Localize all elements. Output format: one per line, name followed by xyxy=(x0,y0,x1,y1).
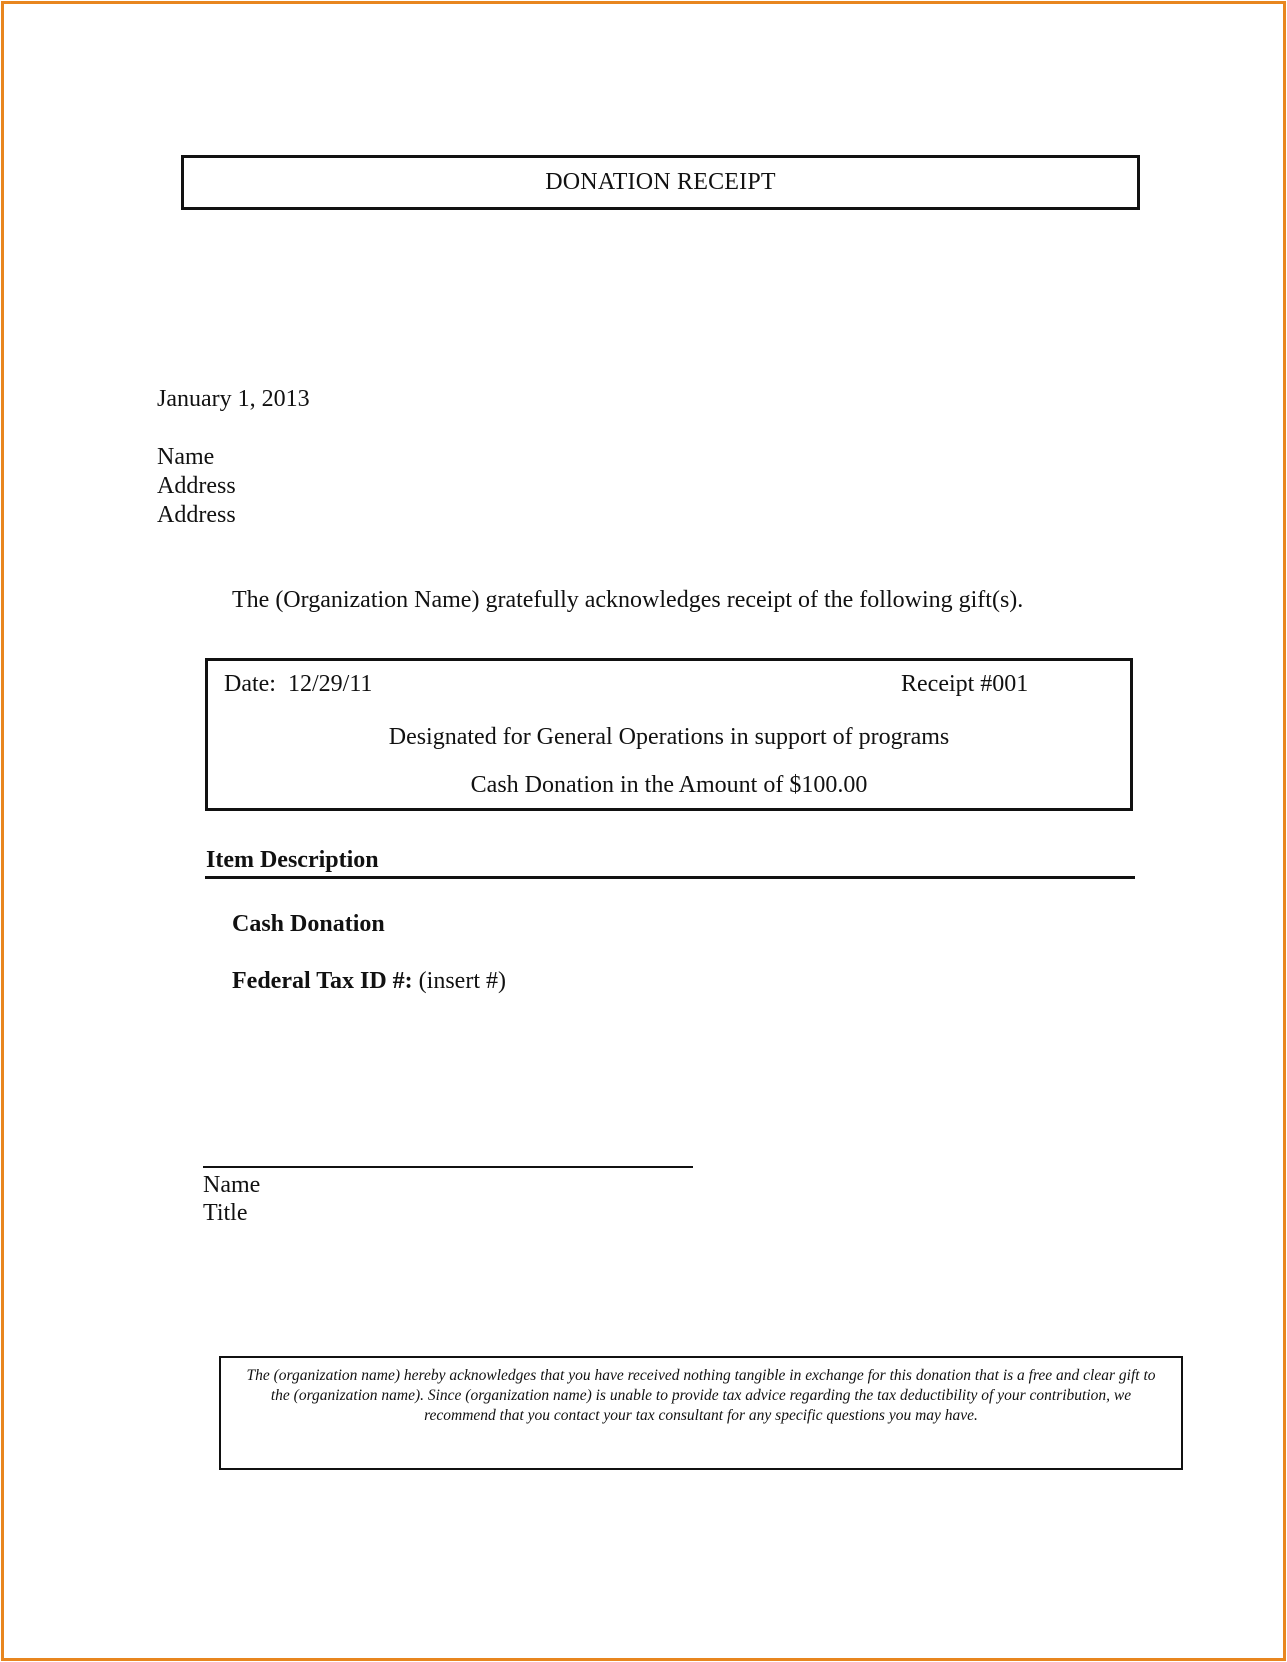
signature-line xyxy=(203,1166,693,1168)
acknowledgement-text: The (Organization Name) gratefully acknowledges receipt of the following gift(s). xyxy=(232,587,1024,613)
item-cash-donation: Cash Donation xyxy=(232,911,385,937)
signer-name: Name xyxy=(203,1172,261,1198)
signature-block xyxy=(203,1171,260,1227)
receipt-title: DONATION RECEIPT xyxy=(181,155,1140,210)
gift-date-value: 12/29/11 xyxy=(287,671,373,697)
gift-amount: Cash Donation in the Amount of $100.00 xyxy=(470,772,868,798)
recipient-address-block xyxy=(157,443,236,530)
item-description-rule xyxy=(205,876,1135,879)
disclaimer-box xyxy=(219,1356,1183,1470)
signer-title: Title xyxy=(203,1200,248,1226)
gift-date xyxy=(224,671,372,698)
disclaimer-text: The (organization name) hereby acknowledges that you have received nothing tangible in exchange for this donation that is a free and clear gift to the (organization name). Since (organization name) is unable to provide tax advice regarding the tax deductibility of your contribution, we recommend that you contact your tax consultant for any specific questions you may have. xyxy=(246,1367,1156,1424)
recipient-name: Name xyxy=(157,444,215,470)
federal-tax-id xyxy=(232,968,506,995)
gift-date-label: Date: xyxy=(224,671,276,697)
recipient-address-line-2: Address xyxy=(157,502,236,528)
federal-tax-id-value: (insert #) xyxy=(418,968,506,994)
recipient-address-line-1: Address xyxy=(157,473,236,499)
receipt-number: Receipt #001 xyxy=(901,671,1029,697)
letter-date: January 1, 2013 xyxy=(157,386,310,412)
federal-tax-id-label: Federal Tax ID #: xyxy=(232,968,413,994)
item-description-heading: Item Description xyxy=(206,847,379,873)
gift-designation: Designated for General Operations in support of programs xyxy=(388,724,950,750)
gift-details-box xyxy=(205,658,1133,811)
